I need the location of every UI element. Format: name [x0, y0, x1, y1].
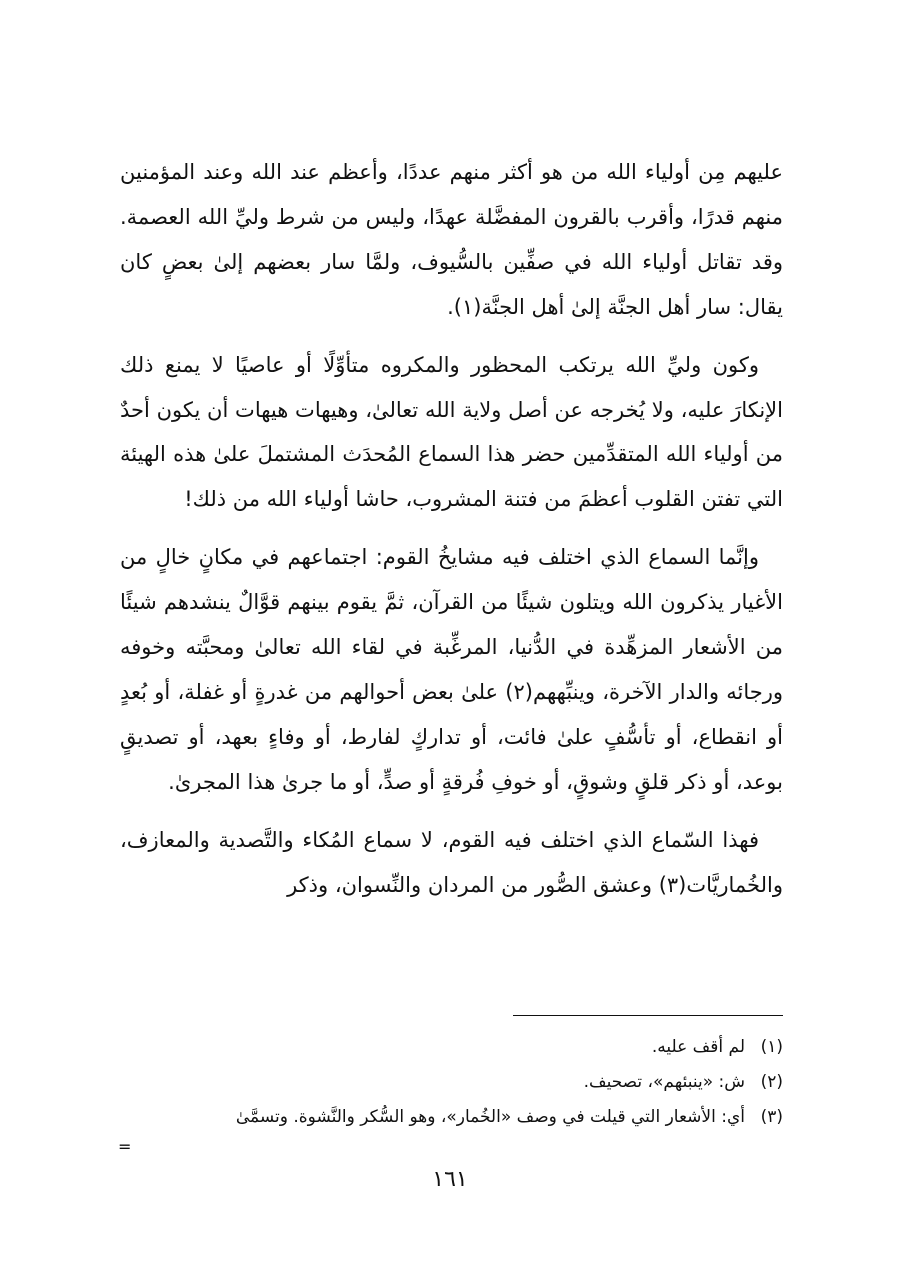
page-number: ١٦١: [432, 1167, 468, 1192]
paragraph-1: عليهم مِن أولياء الله من هو أكثر منهم عددًا، وأعظم عند الله وعند المؤمنين منهم قدرًا، وأقرب بالقرون المفضَّلة عهدًا، وليس من شرط وليِّ الله العصمة. وقد تقاتل أولياء الله في صفِّين بالسُّيوف، ولمَّا سار بعضهم إلىٰ بعضٍ كان يقال: سار أهل الجنَّة إلىٰ أهل الجنَّة(١).: [120, 160, 783, 319]
footnote-separator: [513, 1015, 783, 1016]
footnote-number: (١): [760, 1037, 783, 1057]
footnote-text: أي: الأشعار التي قيلت في وصف «الخُمار»، وهو السُّكر والنَّشوة. وتسمَّىٰ: [235, 1107, 745, 1127]
paragraph-2: وكون وليِّ الله يرتكب المحظور والمكروه متأوِّلًا أو عاصيًا لا يمنع ذلك الإنكارَ عليه، ولا يُخرجه عن أصل ولاية الله تعالىٰ، وهيهات هيهات أن يكون أحدٌ من أولياء الله المتقدِّمين حضر هذا السماع المُحدَث المشتملَ علىٰ هذه الهيئة التي تفتن القلوب أعظمَ من فتنة المشروب، حاشا أولياء الله من ذلك!: [120, 352, 783, 512]
main-text: [120, 150, 783, 921]
footnote-text: لم أقف عليه.: [651, 1037, 745, 1057]
footnote-3: [120, 1100, 783, 1135]
footnote-continuation-mark: =: [118, 1137, 132, 1156]
footnote-2: [120, 1065, 783, 1100]
paragraph-4: فهذا السّماع الذي اختلف فيه القوم، لا سماع المُكاء والتَّصدية والمعازف، والخُماريَّات(٣) وعشق الصُّور من المردان والنِّسوان، وذكر: [120, 827, 783, 897]
paragraph-3: وإنَّما السماع الذي اختلف فيه مشايخُ القوم: اجتماعهم في مكانٍ خالٍ من الأغيار يذكرون الله ويتلون شيئًا من القرآن، ثمَّ يقوم بينهم قوَّالٌ ينشدهم شيئًا من الأشعار المزهِّدة في الدُّنيا، المرغِّبة في لقاء الله تعالىٰ ومحبَّته وخوفه ورجائه والدار الآخرة، وينبِّههم(٢) علىٰ بعض أحوالهم من غدرةٍ أو غفلة، أو بُعدٍ أو انقطاع، أو تأسُّفٍ علىٰ فائت، أو تداركٍ لفارط، أو وفاءٍ بعهد، أو تصديقٍ بوعد، أو ذكر قلقٍ وشوقٍ، أو خوفِ فُرقةٍ أو صدٍّ، أو ما جرىٰ هذا المجرىٰ.: [120, 545, 783, 794]
footnote-number: (٣): [760, 1107, 783, 1127]
footnote-text: ش: «ينبئهم»، تصحيف.: [583, 1072, 745, 1092]
footnote-1: [120, 1030, 783, 1065]
footnote-number: (٢): [760, 1072, 783, 1092]
footnotes: [120, 1030, 783, 1135]
